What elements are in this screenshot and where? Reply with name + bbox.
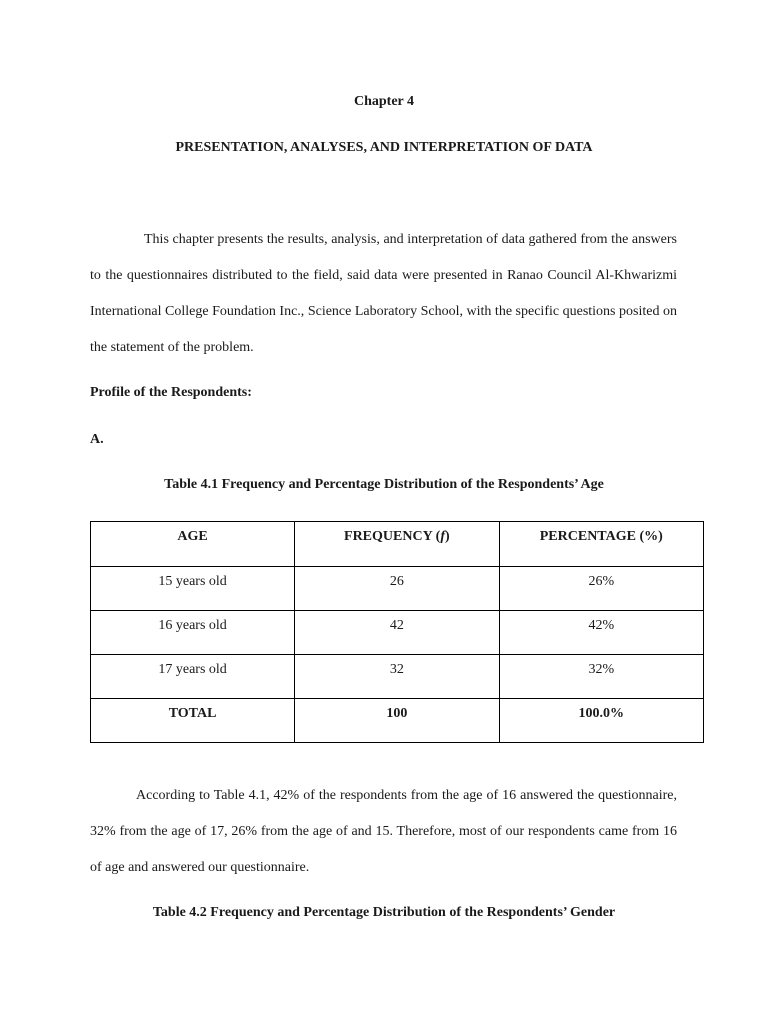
header-frequency-prefix: FREQUENCY ( [344, 529, 441, 544]
subsection-label: A. [90, 432, 104, 447]
age-distribution-table [90, 521, 704, 743]
intro-paragraph [90, 222, 677, 366]
cell-frequency: 42 [295, 611, 499, 655]
header-age: AGE [91, 522, 295, 567]
header-percentage: PERCENTAGE (%) [499, 522, 703, 567]
cell-percentage: 32% [499, 655, 703, 699]
table2-caption: Table 4.2 Frequency and Percentage Distribution of the Respondents’ Gender [152, 905, 616, 920]
header-frequency-symbol: f [440, 529, 445, 544]
chapter-title: PRESENTATION, ANALYSES, AND INTERPRETATION OF DATA [175, 140, 593, 155]
total-label: TOTAL [91, 699, 295, 743]
cell-percentage: 42% [499, 611, 703, 655]
table-row [91, 567, 704, 611]
table-total-row [91, 699, 704, 743]
cell-age: 17 years old [91, 655, 295, 699]
cell-percentage: 26% [499, 567, 703, 611]
cell-frequency: 26 [295, 567, 499, 611]
intro-paragraph-text: This chapter presents the results, analysis, and interpretation of data gathered from the answers to the questionnaires distributed to the field, said data were presented in Ranao Council Al-Khwarizmi International College Foundation Inc., Science Laboratory School, with the specific questions posited on the statement of the problem. [90, 232, 677, 355]
total-percentage: 100.0% [499, 699, 703, 743]
table1-caption: Table 4.1 Frequency and Percentage Distribution of the Respondents’ Age [164, 477, 604, 492]
cell-frequency: 32 [295, 655, 499, 699]
chapter-number: Chapter 4 [353, 94, 415, 109]
header-frequency-suffix: ) [445, 529, 450, 544]
total-frequency: 100 [295, 699, 499, 743]
analysis-paragraph [90, 778, 677, 886]
table-header-row [91, 522, 704, 567]
section-heading: Profile of the Respondents: [90, 385, 252, 400]
analysis-paragraph-text: According to Table 4.1, 42% of the respondents from the age of 16 answered the questionnaire, 32% from the age of 17, 26% from the age of and 15. Therefore, most of our respondents came from 16 of age and answered our questionnaire. [90, 788, 677, 875]
table-row [91, 611, 704, 655]
header-frequency [295, 522, 499, 567]
cell-age: 16 years old [91, 611, 295, 655]
table-row [91, 655, 704, 699]
cell-age: 15 years old [91, 567, 295, 611]
